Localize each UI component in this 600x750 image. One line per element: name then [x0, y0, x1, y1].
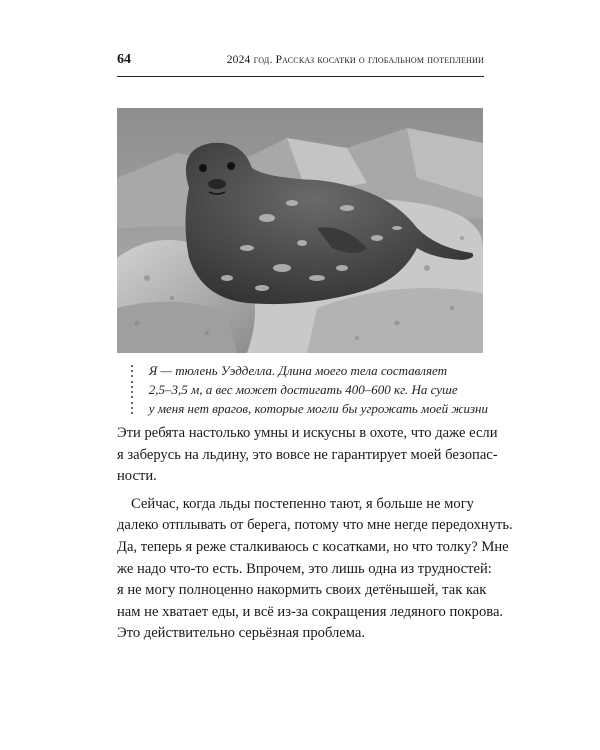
text-line: я не могу полноценно накормить своих детёнышей, так как [117, 582, 487, 599]
paragraph [117, 494, 513, 645]
caption-line: у меня нет врагов, которые могли бы угрожать моей жизни [148, 401, 488, 416]
caption-dotted-rule [128, 361, 137, 418]
page-number: 64 [117, 52, 131, 67]
running-header-title: 2024 год. Рассказ косатки о глобальном потеплении [226, 54, 484, 66]
text-line: ности. [117, 468, 157, 485]
caption-line: 2,5–3,5 м, а вес может достигать 400–600 кг. На суше [148, 382, 458, 397]
text-line: я заберусь на льдину, это вовсе не гарантирует моей безопас- [117, 446, 498, 463]
text-line: же надо что-то есть. Впрочем, это лишь одна из трудностей: [117, 560, 492, 577]
caption-line: Я — тюлень Уэдделла. Длина моего тела составляет [148, 363, 448, 378]
paragraph [117, 423, 498, 488]
text-line: нам не хватает еды, и всё из-за сокращения ледяного покрова. [117, 603, 504, 620]
body-text [117, 423, 513, 645]
seal-photo [117, 108, 483, 353]
text-line: Эти ребята настолько умны и искусны в охоте, что даже если [117, 425, 498, 441]
photo-caption [128, 361, 488, 418]
running-header [117, 52, 484, 77]
text-line: Сейчас, когда льды постепенно тают, я больше не могу [131, 495, 474, 512]
text-line: Да, теперь я реже сталкиваюсь с косатками, но что толку? Мне [117, 538, 509, 555]
text-line: далеко отплывать от берега, потому что мне негде передохнуть. [117, 517, 513, 534]
text-line: Это действительно серьёзная проблема. [117, 625, 366, 642]
